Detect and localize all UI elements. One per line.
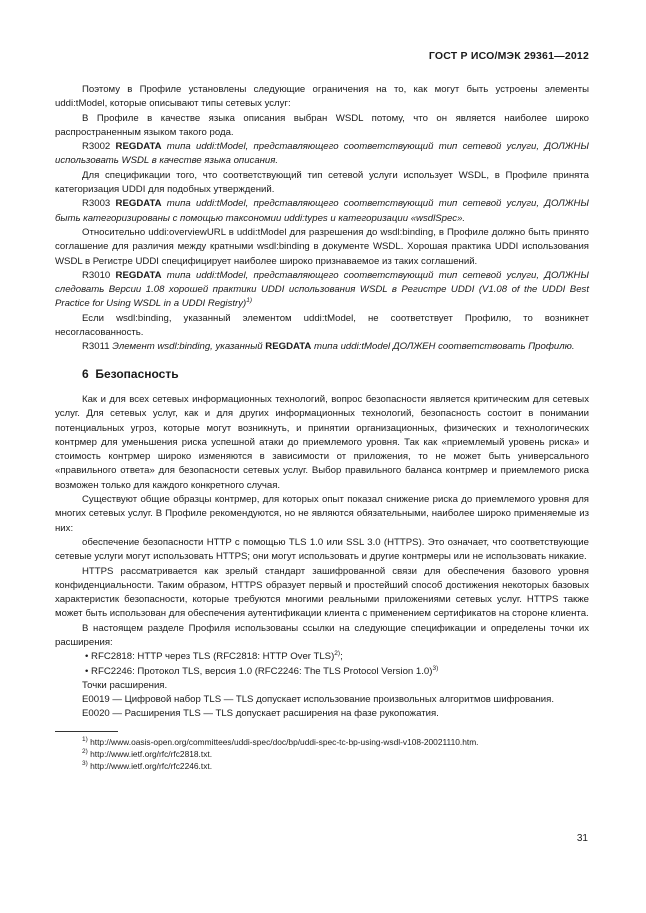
footnote xyxy=(82,736,589,748)
paragraph: Для спецификации того, что соответствующий тип сетевой услуги использует WSDL, в Профиле принята категоризация UDDI для подобных утверждений. xyxy=(55,169,589,196)
paragraph: Поэтому в Профиле установлены следующие ограничения на то, как могут быть устроены элементы uddi:tModel, которые описывают типы сетевых услуг: xyxy=(55,84,589,110)
list-item xyxy=(85,650,589,664)
footnote-link[interactable]: http://www.oasis-open.org/committees/uddi-spec/doc/bp/uddi-spec-tc-bp-using-wsdl-v108-20021110.htm. xyxy=(90,736,479,747)
list-item xyxy=(85,665,589,679)
paragraph: HTTPS рассматривается как зрелый стандарт зашифрованной связи для обеспечения базового уровня конфиденциальности. Таким образом, HTTPS образует первый и простейший способ достижения некоторых базовых характеристик безопасности, которые требуются многими реальными приложениями сетевых услуг. HTTPS также может быть использован для обеспечения аутентификации клиента с применением сертификатов на стороне клиента. xyxy=(55,565,589,620)
list-item-text: • RFC2818: HTTP через TLS (RFC2818: HTTP Over TLS) xyxy=(85,651,335,663)
paragraph: Как и для всех сетевых информационных технологий, вопрос безопасности является критическим для сетевых услуг. Для сетевых услуг, как и для других информационных технологий, безопасность состоит в понимании потенциальных угроз, которые могут возникнуть, и принятии организационных, физических и технологических контрмер для уменьшения риска успешной атаки до приемлемого уровня. Так как «приемлемый уровень риска» и стоимость контрмер широко изменяются в зависимости от приложения, то не может быть универсального «правильного ответа» для безопасности сетевых услуг. Выбор правильного баланса контрмер и приемлемого риска возможен только для каждого конкретного случая. xyxy=(55,393,589,491)
requirement-id: R3011 xyxy=(82,341,110,353)
requirement-keyword: REGDATA xyxy=(115,198,162,210)
paragraph: E0019 — Цифровой набор TLS — TLS допускает использование произвольных алгоритмов шифрования. xyxy=(82,694,555,706)
footnote-ref: 2) xyxy=(334,650,341,658)
paragraph: Точки расширения. xyxy=(82,679,168,691)
requirement-keyword: REGDATA xyxy=(115,141,162,153)
paragraph: В Профиле в качестве языка описания выбран WSDL потому, что он является наиболее широко распространенным языком такого рода. xyxy=(55,112,589,138)
paragraph: В настоящем разделе Профиля использованы ссылки на следующие спецификации и определены точки их расширения: xyxy=(55,622,589,648)
document-code-header: ГОСТ Р ИСО/МЭК 29361—2012 xyxy=(428,50,589,62)
list-item-text: • RFC2246: Протокол TLS, версия 1.0 (RFC2246: The TLS Protocol Version 1.0) xyxy=(85,665,433,677)
footnote-divider xyxy=(55,731,118,732)
paragraph: Существуют общие образцы контрмер, для которых опыт показал снижение риска до приемлемого уровня для многих сетевых услуг. В Профиле рекомендуются, но не являются обязательными, наиболее широко применяемые из них: xyxy=(55,494,589,534)
paragraph: E0020 — Расширения TLS — TLS допускает расширения на фазе рукопожатия. xyxy=(82,708,439,720)
requirement-keyword: REGDATA xyxy=(265,341,312,353)
footnote-mark: 1) xyxy=(82,735,88,743)
requirement-keyword: REGDATA xyxy=(115,269,162,281)
paragraph: обеспечение безопасности HTTP с помощью TLS 1.0 или SSL 3.0 (HTTPS). Это означает, что соответствующие сетевые услуги могут использовать HTTPS; они могут использовать и другие контрмеры или не использовать никакие. xyxy=(55,536,589,563)
requirement-text: типа uddi:tModel, представляющего соответствующий тип сетевой услуги, ДОЛЖНЫ следовать Версии 1.08 хорошей практики UDDI использования WSDL в Регистре UDDI (V1.08 of the UDDI Best Practice for Using WSDL in a UDDI Registry) xyxy=(55,269,589,310)
footnote-ref: 1) xyxy=(246,297,252,305)
requirement-id: R3010 xyxy=(82,269,111,281)
footnote-ref: 3) xyxy=(432,664,439,672)
footnote-mark: 3) xyxy=(82,760,88,768)
footnote-link[interactable]: http://www.ietf.org/rfc/rfc2246.txt. xyxy=(90,761,213,772)
section-number: 6 xyxy=(82,366,89,381)
footnote-link[interactable]: http://www.ietf.org/rfc/rfc2818.txt. xyxy=(90,748,213,759)
requirement-text: типа uddi:tModel, представляющего соответствующий тип сетевой услуги, ДОЛЖНЫ использовать WSDL в качестве языка описания. xyxy=(55,141,589,167)
page-body xyxy=(55,83,589,772)
paragraph: Если wsdl:binding, указанный элементом uddi:tModel, не соответствует Профилю, то возникнет несогласованность. xyxy=(55,312,589,339)
list-item-tail: ; xyxy=(340,651,343,663)
footnote-mark: 2) xyxy=(82,748,88,756)
requirement-text-pre: Элемент wsdl:binding, указанный xyxy=(112,341,263,353)
requirement-id: R3003 xyxy=(82,198,111,210)
paragraph: Относительно uddi:overviewURL в uddi:tModel для разрешения до wsdl:binding, в Профиле должно быть принято соглашение для различия между кратными wsdl:binding в документе WSDL. Хорошая практика UDDI использования WSDL в Регистре UDDI специфицирует наиболее широко признаваемое из таких соглашений. xyxy=(55,226,589,267)
footnote xyxy=(82,748,589,760)
requirement-text-post: типа uddi:tModel ДОЛЖЕН соответствовать Профилю. xyxy=(313,341,575,353)
page-number: 31 xyxy=(576,833,588,844)
requirement-r3011 xyxy=(55,340,589,354)
requirement-r3003 xyxy=(55,197,589,226)
footnote xyxy=(82,760,589,772)
requirement-text: типа uddi:tModel, представляющего соответствующий тип сетевой услуги, ДОЛЖНЫ быть категоризированы с помощью таксономии uddi:types и категоризации «wsdlSpec». xyxy=(55,198,589,224)
section-heading xyxy=(82,367,589,381)
requirement-r3010 xyxy=(55,269,589,312)
section-title: Безопасность xyxy=(95,366,179,381)
requirement-r3002 xyxy=(55,140,589,169)
requirement-id: R3002 xyxy=(82,141,111,153)
